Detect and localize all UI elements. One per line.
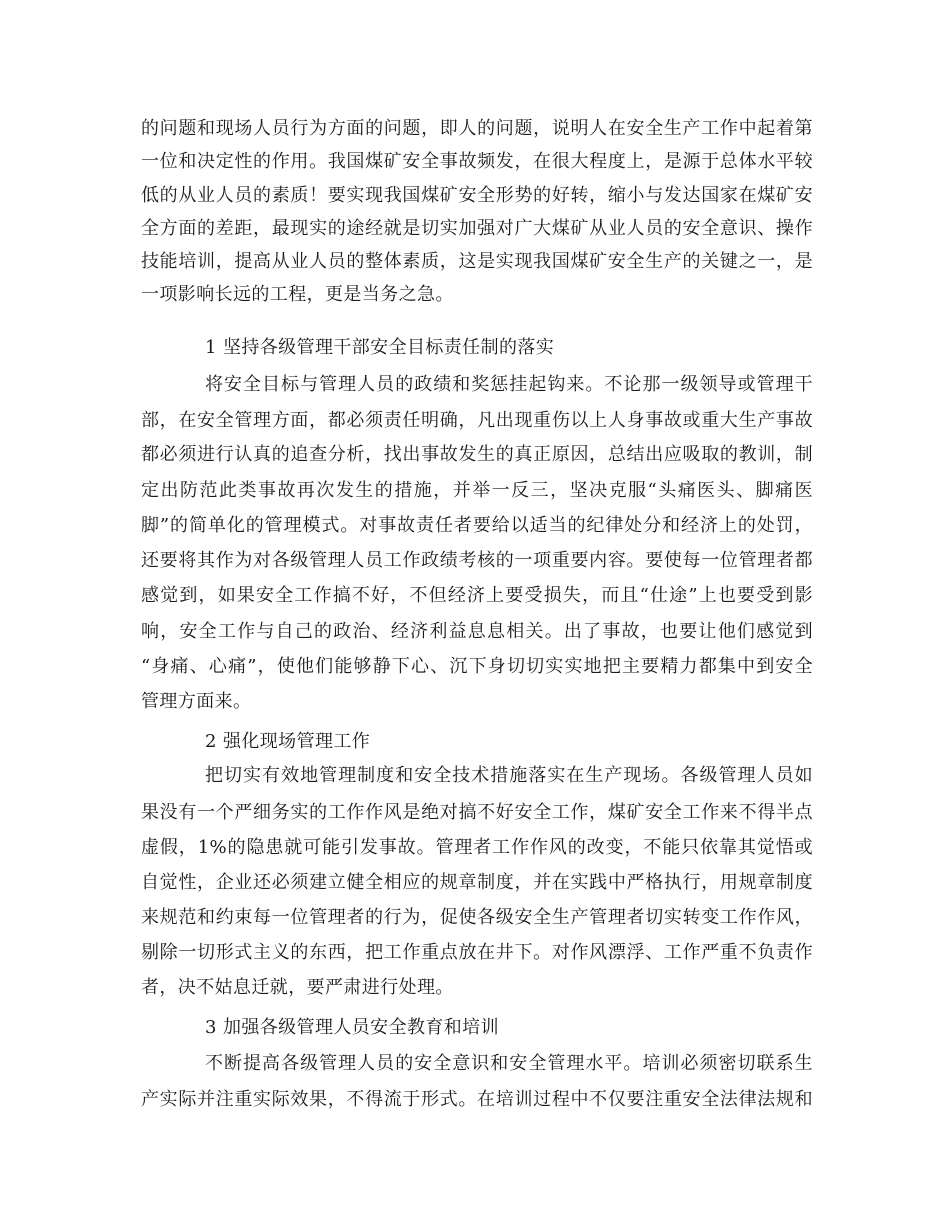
paragraph-line: 一位和决定性的作用。我国煤矿安全事故频发，在很大程度上，是源于总体水平较: [141, 151, 813, 172]
section-heading: 1 坚持各级管理干部安全目标责任制的落实: [205, 337, 555, 358]
paragraph-line: 都必须进行认真的追查分析，找出事故发生的真正原因，总结出应吸取的教训，制: [141, 444, 813, 465]
paragraph-line: 响，安全工作与自己的政治、经济利益息息相关。出了事故，也要让他们感觉到: [141, 621, 813, 642]
paragraph-line: 低的从业人员的素质！要实现我国煤矿安全形势的好转，缩小与发达国家在煤矿安: [141, 185, 813, 206]
paragraph-line: 来规范和约束每一位管理者的行为，促使各级安全生产管理者切实转变工作作风，: [141, 907, 813, 928]
paragraph-line: 把切实有效地管理制度和安全技术措施落实在生产现场。各级管理人员如: [205, 765, 813, 786]
paragraph-line: 技能培训，提高从业人员的整体素质，这是实现我国煤矿安全生产的关键之一，是: [141, 251, 813, 272]
paragraph-line: 剔除一切形式主义的东西，把工作重点放在井下。对作风漂浮、工作严重不负责作: [141, 942, 813, 963]
paragraph-line: 全方面的差距，最现实的途经就是切实加强对广大煤矿从业人员的安全意识、操作: [141, 218, 813, 239]
paragraph-line: 管理方面来。: [141, 691, 252, 712]
paragraph-line: 虚假，1%的隐患就可能引发事故。管理者工作作风的改变，不能只依靠其觉悟或: [141, 837, 813, 858]
paragraph-line: 产实际并注重实际效果，不得流于形式。在培训过程中不仅要注重安全法律法规和: [141, 1089, 813, 1110]
section-heading: 3 加强各级管理人员安全教育和培训: [205, 1017, 499, 1038]
section-heading: 2 强化现场管理工作: [205, 731, 371, 752]
paragraph-line: 的问题和现场人员行为方面的问题，即人的问题，说明人在安全生产工作中起着第: [141, 118, 813, 139]
paragraph-line: 者，决不姑息迁就，要严肃进行处理。: [141, 977, 454, 998]
paragraph-line: 一项影响长远的工程，更是当务之急。: [141, 284, 454, 305]
paragraph-line: 自觉性，企业还必须建立健全相应的规章制度，并在实践中严格执行，用规章制度: [141, 872, 813, 893]
paragraph-line: 感觉到，如果安全工作搞不好，不但经济上要受损失，而且“仕途”上也要受到影: [141, 585, 813, 606]
paragraph-line: 定出防范此类事故再次发生的措施，并举一反三，坚决克服“头痛医头、脚痛医: [141, 480, 813, 501]
paragraph-line: 不断提高各级管理人员的安全意识和安全管理水平。培训必须密切联系生: [205, 1053, 813, 1074]
paragraph-line: “身痛、心痛”，使他们能够静下心、沉下身切切实实地把主要精力都集中到安全: [141, 656, 813, 677]
paragraph-line: 还要将其作为对各级管理人员工作政绩考核的一项重要内容。要使每一位管理者都: [141, 550, 813, 571]
paragraph-line: 将安全目标与管理人员的政绩和奖惩挂起钩来。不论那一级领导或管理干: [205, 374, 813, 395]
paragraph-line: 部，在安全管理方面，都必须责任明确，凡出现重伤以上人身事故或重大生产事故: [141, 410, 813, 431]
paragraph-line: 脚”的简单化的管理模式。对事故责任者要给以适当的纪律处分和经济上的处罚，: [141, 515, 813, 536]
paragraph-line: 果没有一个严细务实的工作作风是绝对搞不好安全工作，煤矿安全工作来不得半点: [141, 802, 813, 823]
